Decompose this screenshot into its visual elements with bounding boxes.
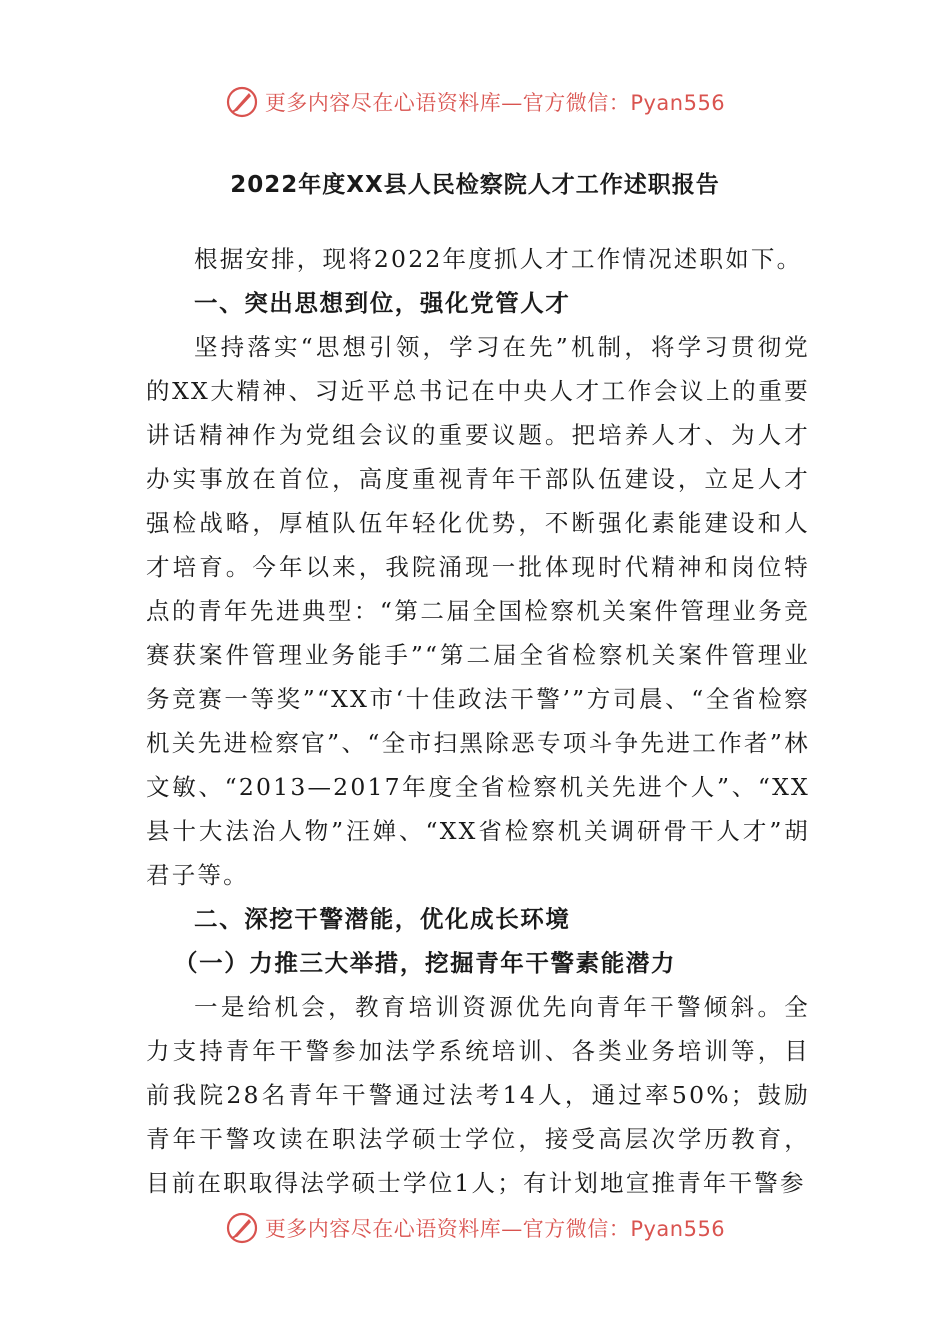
footer-watermark-text: [265, 1213, 725, 1243]
header-wechat-id: Pyan556: [630, 91, 726, 115]
footer-watermark-label: 更多内容尽在心语资料库—官方微信：: [264, 1217, 631, 1241]
document-title: 2022年度XX县人民检察院人才工作述职报告: [230, 172, 720, 198]
footer-watermark-banner: [0, 1208, 950, 1248]
quill-logo-icon: [225, 1211, 259, 1245]
header-watermark-text: [265, 87, 725, 117]
footer-wechat-id: Pyan556: [630, 1217, 726, 1241]
header-watermark-label: 更多内容尽在心语资料库—官方微信：: [264, 91, 631, 115]
quill-logo-icon: [225, 85, 259, 119]
section1-paragraph: 坚持落实“思想引领，学习在先”机制，将学习贯彻党的XX大精神、习近平总书记在中央人才工作会议上的重要讲话精神作为党组会议的重要议题。把培养人才、为人才办实事放在首位，高度重视青年干部队伍建设，立足人才强检战略，厚植队伍年轻化优势，不断强化素能建设和人才培育。今年以来，我院涌现一批体现时代精神和岗位特点的青年先进典型：“第二届全国检察机关案件管理业务竞赛获案件管理业务能手”“第二届全省检察机关案件管理业务竞赛一等奖”“XX市‘十佳政法干警’”方司晨、“全省检察机关先进检察官”、“全市扫黑除恶专项斗争先进工作者”林文敏、“2013—2017年度全省检察机关先进个人”、“XX县十大法治人物”汪婵、“XX省检察机关调研骨干人才”胡君子等。: [146, 333, 810, 889]
document-body: [146, 237, 810, 1205]
section2-subheading-1: （一）力推三大举措，挖掘青年干警素能潜力: [174, 949, 676, 977]
header-watermark-banner: [0, 82, 950, 122]
section1-heading: 一、突出思想到位，强化党管人才: [194, 289, 571, 317]
intro-paragraph: 根据安排，现将2022年度抓人才工作情况述职如下。: [194, 245, 803, 273]
section2-heading: 二、深挖干警潜能，优化成长环境: [194, 905, 571, 933]
section2-sub1-paragraph: 一是给机会，教育培训资源优先向青年干警倾斜。全力支持青年干警参加法学系统培训、各类业务培训等，目前我院28名青年干警通过法考14人，通过率50%；鼓励青年干警攻读在职法学硕士学位，接受高层次学历教育，目前在职取得法学硕士学位1人；有计划地宣推青年干警参: [146, 993, 810, 1197]
